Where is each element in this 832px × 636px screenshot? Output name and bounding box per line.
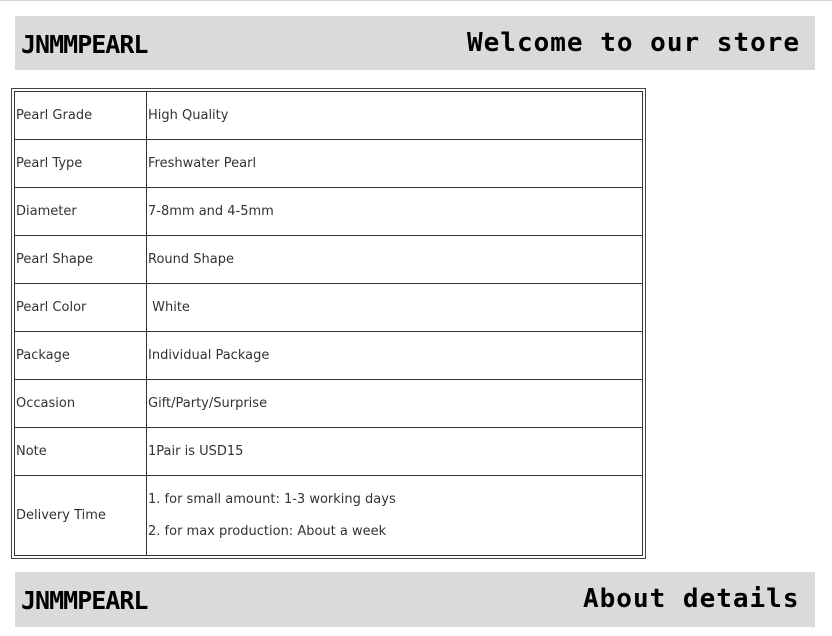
spec-label: Diameter	[15, 188, 147, 236]
table-row	[15, 92, 643, 140]
table-row	[15, 188, 643, 236]
spec-label: Note	[15, 428, 147, 476]
spec-value: White	[147, 284, 643, 332]
top-divider	[0, 0, 832, 1]
spec-label: Delivery Time	[15, 476, 147, 556]
spec-value: Freshwater Pearl	[147, 140, 643, 188]
spec-value: 7-8mm and 4-5mm	[147, 188, 643, 236]
table-row	[15, 428, 643, 476]
spec-value: Round Shape	[147, 236, 643, 284]
table-row	[15, 140, 643, 188]
table-row	[15, 332, 643, 380]
spec-label: Pearl Color	[15, 284, 147, 332]
welcome-title: Welcome to our store	[467, 28, 801, 58]
spec-value: Individual Package	[147, 332, 643, 380]
spec-label: Pearl Type	[15, 140, 147, 188]
spec-label: Pearl Shape	[15, 236, 147, 284]
table-row	[15, 284, 643, 332]
spec-value: High Quality	[147, 92, 643, 140]
delivery-line: 2. for max production: About a week	[148, 524, 387, 539]
spec-label: Pearl Grade	[15, 92, 147, 140]
product-spec-table	[11, 88, 646, 559]
spec-value: 1Pair is USD15	[147, 428, 643, 476]
brand-name: JNMMPEARL	[21, 30, 148, 59]
table-row	[15, 236, 643, 284]
spec-label: Occasion	[15, 380, 147, 428]
table-row	[15, 476, 643, 556]
about-banner	[15, 572, 815, 627]
table-row	[15, 380, 643, 428]
spec-label: Package	[15, 332, 147, 380]
spec-value: Gift/Party/Surprise	[147, 380, 643, 428]
delivery-line: 1. for small amount: 1-3 working days	[148, 492, 396, 507]
about-title: About details	[583, 584, 800, 614]
spec-value	[147, 476, 643, 556]
welcome-banner	[15, 16, 815, 70]
brand-name: JNMMPEARL	[21, 586, 148, 615]
